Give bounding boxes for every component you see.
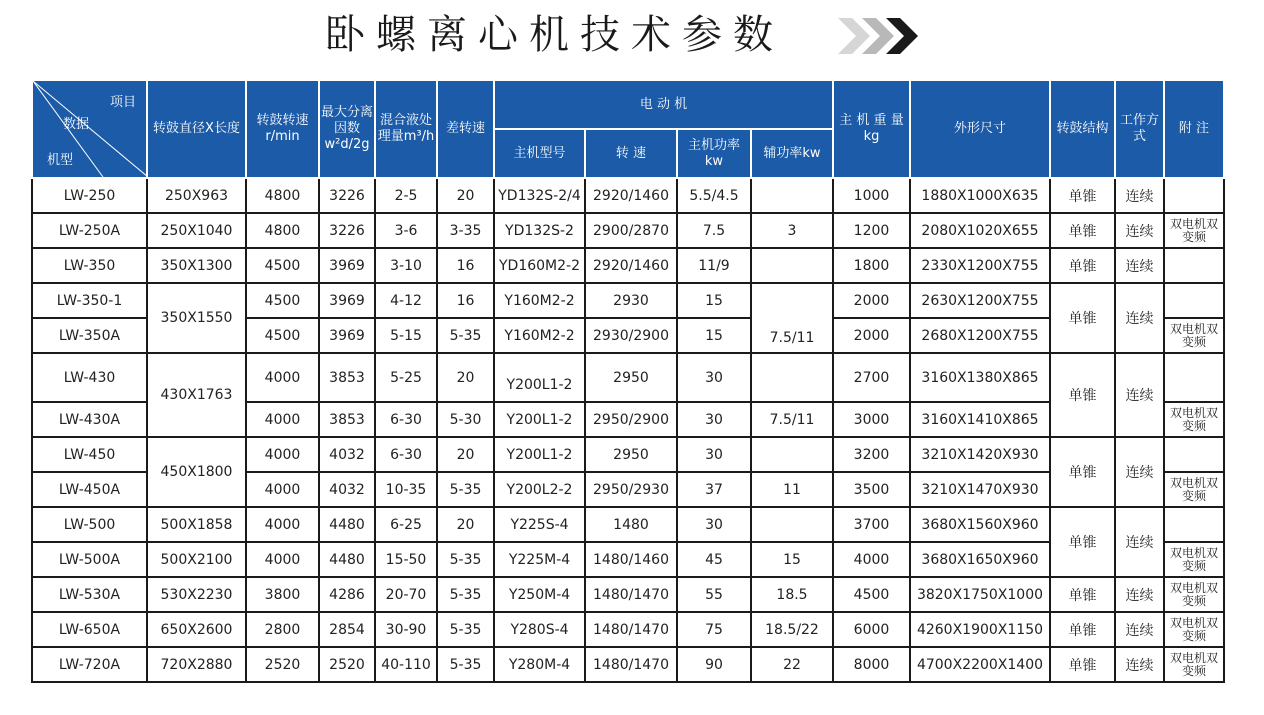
cell-motor: Y280M-4 [494, 647, 585, 682]
cell-diff: 16 [437, 283, 494, 318]
cell-weight: 1800 [833, 248, 910, 283]
table-row [32, 248, 1224, 283]
cell-mpower: 7.5 [677, 213, 751, 248]
cell-note: 双电机双变频 [1164, 612, 1224, 647]
header-mode: 工作方式 [1115, 80, 1164, 178]
cell-weight: 2000 [833, 283, 910, 318]
cell-aux: 18.5/22 [751, 612, 833, 647]
cell-dims: 3680X1560X960 [910, 507, 1050, 542]
cell-aux: 7.5/11 [751, 402, 833, 437]
cell-motor: Y200L1-2 [494, 437, 585, 472]
cell-dims: 2680X1200X755 [910, 318, 1050, 353]
cell-note: 双电机双变频 [1164, 577, 1224, 612]
cell-mode: 连续 [1115, 647, 1164, 682]
cell-sep: 4032 [319, 437, 375, 472]
cell-drum: 250X963 [147, 178, 246, 213]
cell-motor: YD160M2-2 [494, 248, 585, 283]
cell-cap: 20-70 [375, 577, 437, 612]
cell-sep: 3853 [319, 353, 375, 402]
cell-cap: 40-110 [375, 647, 437, 682]
cell-note: 双电机双变频 [1164, 213, 1224, 248]
cell-diff: 20 [437, 353, 494, 402]
cell-model: LW-500A [32, 542, 147, 577]
header-model: 机型 [47, 153, 74, 168]
cell-cap: 6-30 [375, 437, 437, 472]
cell-aux: 11 [751, 472, 833, 507]
cell-diff: 5-35 [437, 318, 494, 353]
cell-cap: 4-12 [375, 283, 437, 318]
cell-model: LW-350-1 [32, 283, 147, 318]
cell-motor: Y200L1-2 [494, 402, 585, 437]
cell-dims: 3210X1420X930 [910, 437, 1050, 472]
cell-note: 双电机双变频 [1164, 402, 1224, 437]
cell-sep: 4286 [319, 577, 375, 612]
cell-cap: 15-50 [375, 542, 437, 577]
cell-dims: 3160X1380X865 [910, 353, 1050, 402]
cell-speed: 4000 [246, 507, 319, 542]
cell-diff: 5-35 [437, 472, 494, 507]
header-item: 项目 [109, 95, 136, 110]
table-row [32, 178, 1224, 213]
cell-mspeed: 2920/1460 [585, 178, 677, 213]
cell-mspeed: 2930 [585, 283, 677, 318]
cell-model: LW-430A [32, 402, 147, 437]
cell-mpower: 15 [677, 318, 751, 353]
cell-speed: 4800 [246, 213, 319, 248]
cell-cap: 6-30 [375, 402, 437, 437]
cell-sep: 3226 [319, 178, 375, 213]
cell-mode: 连续 [1115, 248, 1164, 283]
cell-structure: 单锥 [1050, 283, 1115, 353]
cell-aux [751, 437, 833, 472]
cell-sep: 2854 [319, 612, 375, 647]
cell-speed: 2800 [246, 612, 319, 647]
cell-model: LW-250A [32, 213, 147, 248]
cell-motor: Y200L1-2 [494, 353, 585, 402]
cell-mspeed: 1480/1470 [585, 647, 677, 682]
table-row [32, 577, 1224, 612]
header-note: 附 注 [1164, 80, 1224, 178]
cell-speed: 4000 [246, 402, 319, 437]
cell-structure: 单锥 [1050, 437, 1115, 507]
table-row [32, 507, 1224, 542]
cell-sep: 4032 [319, 472, 375, 507]
cell-drum: 350X1550 [147, 283, 246, 353]
cell-weight: 1000 [833, 178, 910, 213]
cell-dims: 3680X1650X960 [910, 542, 1050, 577]
header-data: 数据 [63, 117, 90, 132]
cell-model: LW-250 [32, 178, 147, 213]
cell-mspeed: 2920/1460 [585, 248, 677, 283]
cell-cap: 6-25 [375, 507, 437, 542]
cell-mpower: 30 [677, 353, 751, 402]
chevron-arrows-icon [838, 16, 938, 56]
cell-structure: 单锥 [1050, 577, 1115, 612]
cell-motor: YD132S-2 [494, 213, 585, 248]
title-bar [0, 0, 1264, 75]
cell-mpower: 30 [677, 437, 751, 472]
cell-diff: 5-35 [437, 542, 494, 577]
cell-cap: 2-5 [375, 178, 437, 213]
cell-diff: 20 [437, 507, 494, 542]
cell-sep: 4480 [319, 507, 375, 542]
cell-sep: 2520 [319, 647, 375, 682]
header-aux-power: 辅功率kw [751, 129, 833, 178]
cell-motor: Y280S-4 [494, 612, 585, 647]
cell-motor: YD132S-2/4 [494, 178, 585, 213]
cell-mpower: 75 [677, 612, 751, 647]
cell-mspeed: 2950 [585, 353, 677, 402]
cell-mspeed: 1480/1470 [585, 612, 677, 647]
cell-dims: 3160X1410X865 [910, 402, 1050, 437]
cell-mpower: 45 [677, 542, 751, 577]
cell-sep: 4480 [319, 542, 375, 577]
cell-motor: Y225S-4 [494, 507, 585, 542]
cell-dims: 1880X1000X635 [910, 178, 1050, 213]
cell-mpower: 30 [677, 402, 751, 437]
cell-motor: Y160M2-2 [494, 283, 585, 318]
cell-mspeed: 2950 [585, 437, 677, 472]
cell-note: 双电机双变频 [1164, 542, 1224, 577]
table-row [32, 213, 1224, 248]
table-row [32, 612, 1224, 647]
cell-structure: 单锥 [1050, 507, 1115, 577]
cell-speed: 2520 [246, 647, 319, 682]
cell-mspeed: 1480/1470 [585, 577, 677, 612]
cell-drum: 350X1300 [147, 248, 246, 283]
cell-mode: 连续 [1115, 213, 1164, 248]
cell-note [1164, 437, 1224, 472]
cell-weight: 6000 [833, 612, 910, 647]
table-row [32, 353, 1224, 402]
cell-note [1164, 283, 1224, 318]
cell-sep: 3969 [319, 283, 375, 318]
cell-speed: 4800 [246, 178, 319, 213]
cell-drum: 530X2230 [147, 577, 246, 612]
cell-mode: 连续 [1115, 437, 1164, 507]
cell-mode: 连续 [1115, 612, 1164, 647]
header-weight: 主 机 重 量 kg [833, 80, 910, 178]
cell-cap: 10-35 [375, 472, 437, 507]
cell-mspeed: 1480 [585, 507, 677, 542]
cell-dims: 2630X1200X755 [910, 283, 1050, 318]
cell-diff: 5-30 [437, 402, 494, 437]
cell-motor: Y200L2-2 [494, 472, 585, 507]
header-drum: 转鼓直径X长度 [147, 80, 246, 178]
cell-diff: 5-35 [437, 577, 494, 612]
header-diagonal-cell [32, 80, 147, 178]
cell-speed: 4000 [246, 542, 319, 577]
cell-cap: 30-90 [375, 612, 437, 647]
cell-weight: 3700 [833, 507, 910, 542]
cell-model: LW-450 [32, 437, 147, 472]
header-motor-model: 主机型号 [494, 129, 585, 178]
cell-mpower: 15 [677, 283, 751, 318]
cell-speed: 4500 [246, 248, 319, 283]
cell-model: LW-530A [32, 577, 147, 612]
cell-speed: 4000 [246, 353, 319, 402]
cell-weight: 1200 [833, 213, 910, 248]
cell-drum: 650X2600 [147, 612, 246, 647]
cell-mspeed: 2950/2930 [585, 472, 677, 507]
cell-note: 双电机双变频 [1164, 318, 1224, 353]
table-row [32, 542, 1224, 577]
header-separation-factor: 最大分离因数w²d/2g [319, 80, 375, 178]
cell-model: LW-650A [32, 612, 147, 647]
cell-weight: 3000 [833, 402, 910, 437]
cell-mspeed: 2900/2870 [585, 213, 677, 248]
cell-model: LW-430 [32, 353, 147, 402]
cell-weight: 4500 [833, 577, 910, 612]
cell-mspeed: 1480/1460 [585, 542, 677, 577]
header-main-power: 主机功率 kw [677, 129, 751, 178]
cell-dims: 4700X2200X1400 [910, 647, 1050, 682]
cell-structure: 单锥 [1050, 248, 1115, 283]
cell-diff: 16 [437, 248, 494, 283]
cell-model: LW-720A [32, 647, 147, 682]
cell-drum: 500X2100 [147, 542, 246, 577]
cell-mspeed: 2930/2900 [585, 318, 677, 353]
cell-dims: 3820X1750X1000 [910, 577, 1050, 612]
header-motor-speed: 转 速 [585, 129, 677, 178]
table-row [32, 283, 1224, 318]
cell-cap: 5-25 [375, 353, 437, 402]
cell-dims: 2330X1200X755 [910, 248, 1050, 283]
cell-mpower: 5.5/4.5 [677, 178, 751, 213]
cell-model: LW-500 [32, 507, 147, 542]
cell-aux [751, 248, 833, 283]
cell-structure: 单锥 [1050, 353, 1115, 437]
cell-mpower: 37 [677, 472, 751, 507]
cell-speed: 4500 [246, 318, 319, 353]
cell-speed: 4000 [246, 472, 319, 507]
cell-mspeed: 2950/2900 [585, 402, 677, 437]
cell-cap: 3-6 [375, 213, 437, 248]
cell-cap: 5-15 [375, 318, 437, 353]
cell-aux: 3 [751, 213, 833, 248]
cell-structure: 单锥 [1050, 647, 1115, 682]
cell-model: LW-350 [32, 248, 147, 283]
cell-aux: 22 [751, 647, 833, 682]
cell-weight: 2000 [833, 318, 910, 353]
cell-mpower: 30 [677, 507, 751, 542]
cell-dims: 4260X1900X1150 [910, 612, 1050, 647]
header-dimensions: 外形尺寸 [910, 80, 1050, 178]
cell-note: 双电机双变频 [1164, 647, 1224, 682]
cell-aux [751, 178, 833, 213]
spec-table [31, 79, 1225, 683]
cell-diff: 5-35 [437, 612, 494, 647]
table-row [32, 437, 1224, 472]
cell-cap: 3-10 [375, 248, 437, 283]
cell-drum: 250X1040 [147, 213, 246, 248]
header-diff-speed: 差转速 [437, 80, 494, 178]
cell-motor: Y160M2-2 [494, 318, 585, 353]
cell-dims: 3210X1470X930 [910, 472, 1050, 507]
cell-motor: Y225M-4 [494, 542, 585, 577]
cell-note [1164, 353, 1224, 402]
cell-model: LW-350A [32, 318, 147, 353]
cell-dims: 2080X1020X655 [910, 213, 1050, 248]
cell-aux: 18.5 [751, 577, 833, 612]
cell-mode: 连续 [1115, 353, 1164, 437]
cell-drum: 720X2880 [147, 647, 246, 682]
cell-speed: 4000 [246, 437, 319, 472]
cell-structure: 单锥 [1050, 612, 1115, 647]
cell-aux [751, 507, 833, 542]
cell-diff: 5-35 [437, 647, 494, 682]
cell-aux: 15 [751, 542, 833, 577]
cell-weight: 3500 [833, 472, 910, 507]
cell-weight: 8000 [833, 647, 910, 682]
cell-mode: 连续 [1115, 507, 1164, 577]
table-row [32, 647, 1224, 682]
cell-diff: 20 [437, 178, 494, 213]
cell-sep: 3969 [319, 318, 375, 353]
cell-aux: 7.5/11 [751, 283, 833, 353]
cell-sep: 3969 [319, 248, 375, 283]
cell-weight: 2700 [833, 353, 910, 402]
cell-mode: 连续 [1115, 178, 1164, 213]
cell-structure: 单锥 [1050, 213, 1115, 248]
cell-drum: 450X1800 [147, 437, 246, 507]
cell-motor: Y250M-4 [494, 577, 585, 612]
header-structure: 转鼓结构 [1050, 80, 1115, 178]
cell-note [1164, 507, 1224, 542]
cell-speed: 3800 [246, 577, 319, 612]
cell-diff: 3-35 [437, 213, 494, 248]
cell-weight: 3200 [833, 437, 910, 472]
cell-mode: 连续 [1115, 283, 1164, 353]
cell-drum: 500X1858 [147, 507, 246, 542]
cell-structure: 单锥 [1050, 178, 1115, 213]
cell-mpower: 90 [677, 647, 751, 682]
cell-mpower: 55 [677, 577, 751, 612]
cell-note: 双电机双变频 [1164, 472, 1224, 507]
cell-speed: 4500 [246, 283, 319, 318]
cell-sep: 3226 [319, 213, 375, 248]
header-capacity: 混合液处理量m³/h [375, 80, 437, 178]
cell-note [1164, 178, 1224, 213]
cell-mode: 连续 [1115, 577, 1164, 612]
cell-mpower: 11/9 [677, 248, 751, 283]
cell-weight: 4000 [833, 542, 910, 577]
header-speed: 转鼓转速r/min [246, 80, 319, 178]
header-motor: 电 动 机 [494, 80, 833, 129]
cell-drum: 430X1763 [147, 353, 246, 437]
cell-aux [751, 353, 833, 402]
cell-model: LW-450A [32, 472, 147, 507]
cell-note [1164, 248, 1224, 283]
page-title: 卧螺离心机技术参数 [325, 12, 784, 58]
cell-sep: 3853 [319, 402, 375, 437]
cell-diff: 20 [437, 437, 494, 472]
